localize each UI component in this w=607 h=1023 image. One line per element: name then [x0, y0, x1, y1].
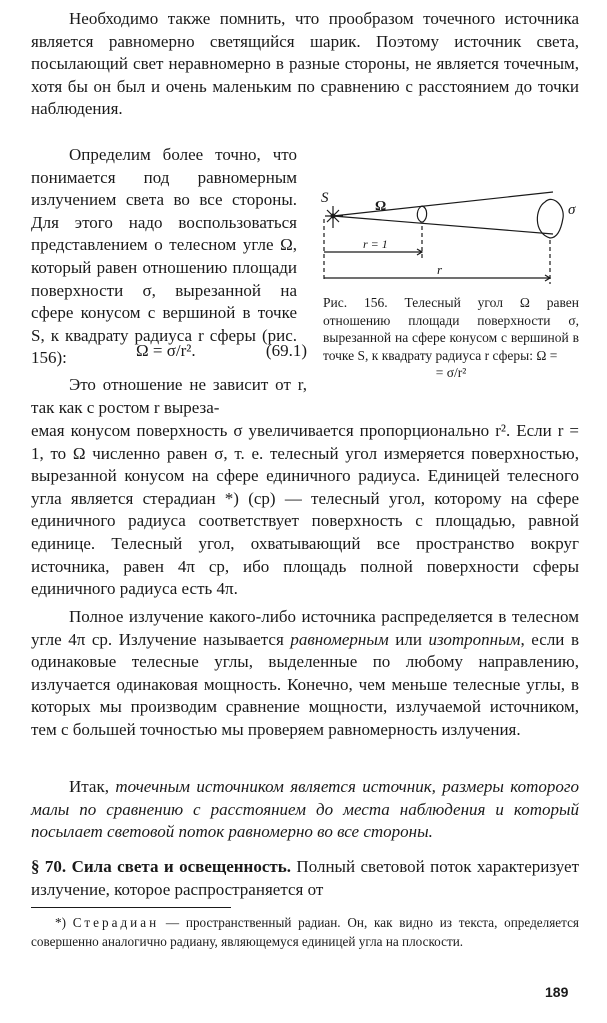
small-area-contour	[417, 206, 426, 222]
section-text: Полный световой поток характеризует излучение, которое распространяется от	[31, 857, 579, 899]
figure-caption	[323, 294, 579, 382]
equation-number: (69.1)	[265, 341, 307, 360]
term-isotropic: изотропным	[428, 629, 521, 649]
footnote-term: Стерадиан	[72, 915, 160, 930]
figure-156	[313, 188, 583, 400]
source-point	[331, 214, 336, 219]
cone-lower-line	[333, 216, 553, 234]
paragraph-text: емая конусом поверхность σ увеличивается пропорционально r². Если r = 1, то Ω численно равен σ, т. е. телесный угол измеряется поверхностью, вырезанной конусом на сфере единичного радиуса. Единицей телесного угла является стерадиан *) (ср) — телесный угол, которому на сфере единичного радиуса соответствует поверхность с площадью, равной единице. Телесный угол, охватывающий все пространство вокруг источника, равен 4π ср, ибо площадь полной поверхности сферы единичного радиуса есть 4π.	[31, 421, 579, 599]
section-70	[31, 856, 579, 901]
label-radius: r	[437, 262, 443, 277]
paragraph-text: Это отношение не зависит от r, так как с ростом r выреза-	[31, 375, 307, 417]
equation-formula: Ω = σ/r².	[136, 341, 196, 360]
sigma-area-contour	[537, 199, 563, 238]
paragraph-steradian	[31, 420, 579, 601]
section-heading: § 70. Сила света и освещенность.	[31, 857, 291, 876]
paragraph-text: Определим более точно, что понимается под равномерным излучением света во все стороны. Для этого надо воспользоваться представлением о телесном угле Ω, который равен отношению площади поверхности σ, вырезанной на сфере конусом с вершиной в точке S, к квадрату радиуса r сферы (рис. 156):	[31, 145, 297, 368]
paragraph-point-source	[31, 8, 579, 121]
footnote	[31, 913, 579, 951]
paragraph-independence-start	[31, 374, 307, 419]
label-omega: Ω	[375, 199, 387, 214]
paragraph-definition	[31, 776, 579, 844]
term-uniform: равномерным	[290, 629, 389, 649]
label-unit-radius: r = 1	[363, 237, 388, 251]
solid-angle-diagram	[313, 188, 583, 298]
footnote-marker: *)	[55, 915, 73, 930]
text-run: Полное излучение какого-либо источника распределяется в телесном угле 4π ср. Излучение называется	[31, 607, 579, 649]
label-source: S	[321, 190, 329, 206]
paragraph-isotropic	[31, 606, 579, 742]
caption-formula: = σ/r²	[435, 365, 467, 380]
footnote-text: — пространственный радиан. Он, как видно из текста, определяется совершенно аналогично радиану, являющемуся единицей угла на плоскости.	[31, 915, 579, 949]
cone-upper-line	[333, 192, 553, 216]
text-run: или	[388, 629, 429, 649]
definition-italic: точечным источником является источник, размеры которого малы по сравнению с расстоянием до места наблюдения и который посылает световой поток равномерно во все стороны.	[31, 777, 579, 842]
caption-text: Рис. 156. Телесный угол Ω равен отношению площади поверхности σ, вырезанной на сфере конусом с вершиной в точке S, к квадрату радиуса r сферы: Ω =	[323, 295, 579, 363]
text-run: , если в одинаковые телесные углы, выделенные по любому направлению, излучается одинаковая мощность. Конечно, чем меньше телесные углы, в которых мы производим сравнение мощности, излучаемой источником, тем с большей точностью мы проверяем равномерность излучения.	[31, 629, 579, 739]
page-number: 189	[545, 984, 569, 1000]
label-sigma: σ	[568, 202, 576, 218]
text-run: Итак,	[69, 777, 116, 796]
paragraph-text: Необходимо также помнить, что прообразом точечного источника является равномерно светящийся шарик. Поэтому источник света, посылающий свет неравномерно в разные стороны, не является точечным, хотя бы он был и очень маленьким по сравнению с расстоянием до точки наблюдения.	[31, 9, 579, 119]
footnote-rule	[31, 907, 231, 908]
